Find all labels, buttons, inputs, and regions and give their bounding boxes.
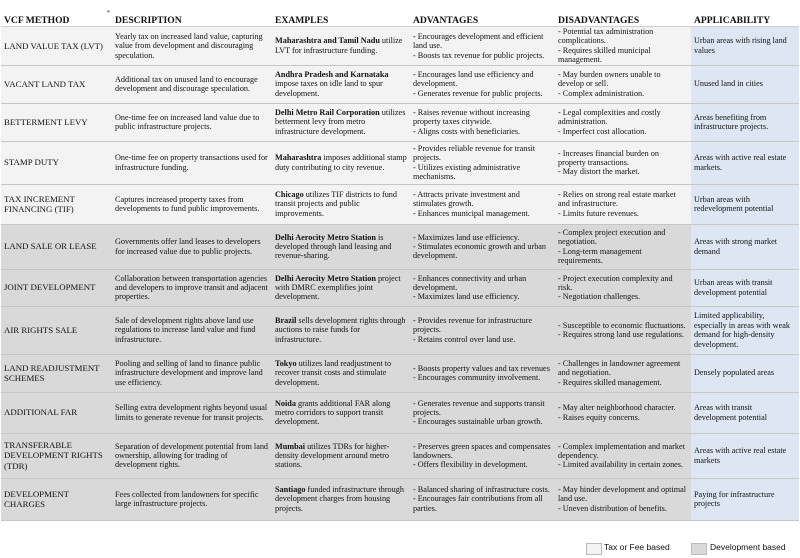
example-highlight: Maharashtra and Tamil Nadu [275, 36, 380, 46]
header-advantages: ADVANTAGES [410, 8, 555, 27]
header-disadvantages: DISADVANTAGES [555, 8, 691, 27]
cell-description: Captures increased property taxes from developments to fund public improvements. [112, 184, 272, 224]
header-vcf-method [1, 8, 112, 27]
table-row [1, 269, 799, 306]
table-row [1, 306, 799, 354]
cell-disadvantages: - Susceptible to economic fluctuations. - Requires strong land use regulations. [555, 306, 691, 354]
cell-examples [272, 392, 410, 433]
cell-vcf-method: STAMP DUTY [1, 141, 112, 184]
cell-description: Separation of development potential from land ownership, allowing for trading of development rights. [112, 433, 272, 478]
cell-advantages: - Boosts property values and tax revenues - Encourages community involvement. [410, 354, 555, 392]
cell-vcf-method: BETTERMENT LEVY [1, 103, 112, 141]
table-body [1, 27, 799, 521]
cell-examples [272, 141, 410, 184]
example-highlight: Tokyo [275, 359, 297, 369]
cell-examples [272, 184, 410, 224]
example-text: utilizes betterment levy from metro infrastructure development. [275, 108, 406, 136]
example-text: utilizes land readjustment to recover transit costs and stimulate development. [275, 359, 392, 387]
cell-disadvantages: - Increases financial burden on property transactions. - May distort the market. [555, 141, 691, 184]
example-text: utilizes TIF districts to fund transit projects and public improvements. [275, 190, 397, 218]
example-highlight: Delhi Metro Rail Corporation [275, 108, 380, 118]
cell-advantages: - Raises revenue without increasing property taxes citywide. - Aligns costs with beneficiaries. [410, 103, 555, 141]
table-row [1, 433, 799, 478]
cell-disadvantages: - Potential tax administration complications. - Requires skilled municipal management. [555, 27, 691, 66]
example-text: funded infrastructure through development charges from housing projects. [275, 485, 404, 513]
example-text: impose taxes on idle land to spur development. [275, 79, 383, 98]
example-highlight: Delhi Aerocity Metro Station [275, 273, 376, 283]
table-row [1, 478, 799, 520]
example-highlight: Maharashtra [275, 153, 322, 163]
legend-swatch-tax [586, 543, 602, 555]
cell-disadvantages: - May hinder development and optimal land use. - Uneven distribution of benefits. [555, 478, 691, 520]
example-highlight: Brazil [275, 316, 297, 326]
example-highlight: Delhi Aerocity Metro Station [275, 232, 376, 242]
legend-swatch-development [691, 543, 707, 555]
cell-examples [272, 224, 410, 269]
cell-disadvantages: - Project execution complexity and risk. - Negotiation challenges. [555, 269, 691, 306]
table-header-row [1, 8, 799, 27]
table-row [1, 392, 799, 433]
cell-applicability: Areas with transit development potential [691, 392, 799, 433]
cell-examples [272, 433, 410, 478]
cell-applicability: Urban areas with redevelopment potential [691, 184, 799, 224]
cell-description: Pooling and selling of land to finance public infrastructure development and improve land use efficiency. [112, 354, 272, 392]
cell-advantages: - Preserves green spaces and compensates landowners. - Offers flexibility in development. [410, 433, 555, 478]
cell-vcf-method: JOINT DEVELOPMENT [1, 269, 112, 306]
cell-applicability: Areas with active real estate markets. [691, 141, 799, 184]
example-highlight: Noida [275, 398, 296, 408]
cell-description: Sale of development rights above land use regulations to increase land value and fund infrastructure. [112, 306, 272, 354]
cell-advantages: - Encourages development and efficient land use. - Boosts tax revenue for public projects. [410, 27, 555, 66]
cell-applicability: Densely populated areas [691, 354, 799, 392]
cell-description: Additional tax on unused land to encourage development and discourage speculation. [112, 65, 272, 103]
cell-applicability: Limited applicability, especially in areas with weak demand for high-density development. [691, 306, 799, 354]
cell-description: One-time fee on increased land value due to public infrastructure projects. [112, 103, 272, 141]
cell-applicability: Areas with active real estate markets [691, 433, 799, 478]
cell-advantages: - Attracts private investment and stimulates growth. - Enhances municipal management. [410, 184, 555, 224]
cell-examples [272, 478, 410, 520]
cell-disadvantages: - Complex project execution and negotiation. - Long-term management requirements. [555, 224, 691, 269]
example-text: project with DMRC exemplifies joint development. [275, 273, 401, 302]
table-row [1, 224, 799, 269]
legend-label-development: Development based [710, 542, 786, 552]
cell-vcf-method: TRANSFERABLE DEVELOPMENT RIGHTS (TDR) [1, 433, 112, 478]
example-text: utilizes TDRs for higher-density development around metro stations. [275, 441, 390, 470]
table-row [1, 354, 799, 392]
cell-disadvantages: - Legal complexities and costly administration. - Imperfect cost allocation. [555, 103, 691, 141]
cell-disadvantages: - Challenges in landowner agreement and negotiation. - Requires skilled management. [555, 354, 691, 392]
cell-disadvantages: - May alter neighborhood character. - Raises equity concerns. [555, 392, 691, 433]
cell-advantages: - Enhances connectivity and urban development. - Maximizes land use efficiency. [410, 269, 555, 306]
cell-vcf-method: VACANT LAND TAX [1, 65, 112, 103]
table-row [1, 103, 799, 141]
cell-examples [272, 27, 410, 66]
legend-label-tax: Tax or Fee based [604, 542, 670, 552]
header-examples: EXAMPLES [272, 8, 410, 27]
cell-vcf-method: LAND READJUSTMENT SCHEMES [1, 354, 112, 392]
cell-applicability: Areas benefiting from infrastructure projects. [691, 103, 799, 141]
cell-description: Yearly tax on increased land value, capturing value from development and discouraging speculation. [112, 27, 272, 66]
cell-advantages: - Balanced sharing of infrastructure costs. - Encourages fair contributions from all parties. [410, 478, 555, 520]
table-row [1, 184, 799, 224]
cell-vcf-method: TAX INCREMENT FINANCING (TIF) [1, 184, 112, 224]
example-text: imposes additional stamp duty contributing to city revenue. [275, 153, 407, 172]
legend [0, 542, 800, 555]
cell-description: Governments offer land leases to developers for increased value due to public projects. [112, 224, 272, 269]
cell-applicability: Urban areas with rising land values [691, 27, 799, 66]
cell-applicability: Urban areas with transit development potential [691, 269, 799, 306]
example-highlight: Andhra Pradesh and Karnataka [275, 70, 389, 80]
cell-advantages: - Generates revenue and supports transit projects. - Encourages sustainable urban growth. [410, 392, 555, 433]
vcf-methods-table [1, 8, 799, 521]
cell-applicability: Paying for infrastructure projects [691, 478, 799, 520]
cell-advantages: - Maximizes land use efficiency. - Stimulates economic growth and urban development. [410, 224, 555, 269]
cell-advantages: - Provides reliable revenue for transit projects. - Utilizes existing administrative mechanisms. [410, 141, 555, 184]
table-row [1, 141, 799, 184]
cell-vcf-method: ADDITIONAL FAR [1, 392, 112, 433]
example-text: grants additional FAR along metro corridors to support transit development. [275, 398, 391, 427]
cell-disadvantages: - Relies on strong real estate market and infrastructure. - Limits future revenues. [555, 184, 691, 224]
cell-vcf-method: LAND VALUE TAX (LVT) [1, 27, 112, 66]
cell-examples [272, 306, 410, 354]
cell-examples [272, 269, 410, 306]
cell-description: Fees collected from landowners for specific large infrastructure projects. [112, 478, 272, 520]
cell-description: One-time fee on property transactions used for infrastructure funding. [112, 141, 272, 184]
header-description: DESCRIPTION [112, 8, 272, 27]
header-applicability: APPLICABILITY [691, 8, 799, 27]
example-highlight: Mumbai [275, 441, 306, 451]
cell-vcf-method: DEVELOPMENT CHARGES [1, 478, 112, 520]
cell-examples [272, 354, 410, 392]
table-row [1, 27, 799, 66]
cell-applicability: Areas with strong market demand [691, 224, 799, 269]
example-highlight: Santiago [275, 485, 306, 495]
cell-advantages: - Provides revenue for infrastructure projects. - Retains control over land use. [410, 306, 555, 354]
example-highlight: Chicago [275, 190, 304, 200]
example-text: is developed through land leasing and revenue-sharing. [275, 232, 392, 261]
cell-description: Collaboration between transportation agencies and developers to improve transit and adjacent properties. [112, 269, 272, 306]
cell-disadvantages: - May burden owners unable to develop or sell. - Complex administration. [555, 65, 691, 103]
cell-applicability: Unused land in cities [691, 65, 799, 103]
cell-advantages: - Encourages land use efficiency and development. - Generates revenue for public projects. [410, 65, 555, 103]
cell-examples [272, 103, 410, 141]
header-vcf-method-label: VCF METHOD [4, 15, 70, 26]
cell-examples [272, 65, 410, 103]
table-row [1, 65, 799, 103]
cell-vcf-method: AIR RIGHTS SALE [1, 306, 112, 354]
cell-description: Selling extra development rights beyond usual limits to generate revenue for transit projects. [112, 392, 272, 433]
cell-vcf-method: LAND SALE OR LEASE [1, 224, 112, 269]
cell-disadvantages: - Complex implementation and market dependency. - Limited availability in certain zones. [555, 433, 691, 478]
example-text: sells development rights through auctions to raise funds for infrastructure. [275, 316, 406, 344]
example-text: utilize LVT for infrastructure funding. [275, 36, 403, 55]
sort-indicator: * [106, 9, 110, 17]
